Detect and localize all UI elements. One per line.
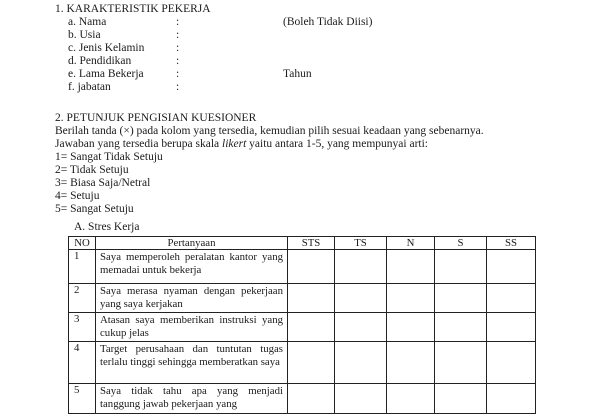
question-text: Saya merasa nyaman dengan pekerjaan yang saya kerjakan [96, 284, 288, 313]
answer-cell-ss[interactable] [487, 284, 536, 313]
row-number: 2 [69, 284, 96, 313]
field-colon: : [176, 68, 180, 80]
table-row [69, 342, 536, 384]
answer-cell-ts[interactable] [335, 284, 387, 313]
answer-cell-n[interactable] [387, 384, 435, 414]
answer-cell-s[interactable] [435, 313, 487, 342]
section-2-title: 2. PETUNJUK PENGISIAN KUESIONER [55, 112, 257, 124]
answer-cell-s[interactable] [435, 250, 487, 284]
col-header-sts: STS [288, 237, 335, 250]
row-number: 5 [69, 384, 96, 414]
answer-cell-sts[interactable] [288, 342, 335, 384]
section-1-title: 1. KARAKTERISTIK PEKERJA [55, 3, 211, 15]
answer-cell-s[interactable] [435, 342, 487, 384]
answer-cell-n[interactable] [387, 342, 435, 384]
answer-cell-sts[interactable] [288, 313, 335, 342]
answer-cell-ts[interactable] [335, 313, 387, 342]
field-note: (Boleh Tidak Diisi) [283, 16, 373, 28]
col-header-ts: TS [335, 237, 387, 250]
field-label: c. Jenis Kelamin [68, 42, 145, 54]
question-text: Saya tidak tahu apa yang menjadi tanggung jawab pekerjaan yang [96, 384, 288, 414]
answer-cell-sts[interactable] [288, 384, 335, 414]
table-header-row [69, 237, 536, 250]
scale-item: 4= Setuju [55, 190, 100, 202]
answer-cell-ss[interactable] [487, 313, 536, 342]
scale-item: 3= Biasa Saja/Netral [55, 177, 151, 189]
question-text: Saya memperoleh peralatan kantor yang memadai untuk bekerja [96, 250, 288, 284]
scale-item: 5= Sangat Setuju [55, 203, 134, 215]
field-colon: : [176, 42, 180, 54]
instruction-line-2 [55, 138, 428, 151]
field-label: e. Lama Bekerja [68, 68, 144, 80]
field-label: f. jabatan [68, 81, 111, 93]
field-colon: : [176, 55, 180, 67]
field-label: b. Usia [68, 29, 101, 41]
row-number: 1 [69, 250, 96, 284]
answer-cell-ts[interactable] [335, 250, 387, 284]
answer-cell-s[interactable] [435, 284, 487, 313]
table-row [69, 284, 536, 313]
col-header-ss: SS [487, 237, 536, 250]
question-text: Atasan saya memberikan instruksi yang cukup jelas [96, 313, 288, 342]
instruction-line-1: Berilah tanda (×) pada kolom yang tersedia, kemudian pilih sesuai keadaan yang sebenarnya. [55, 125, 484, 137]
table-row [69, 384, 536, 414]
answer-cell-ss[interactable] [487, 384, 536, 414]
answer-cell-sts[interactable] [288, 250, 335, 284]
col-header-s: S [435, 237, 487, 250]
answer-cell-ts[interactable] [335, 342, 387, 384]
col-header-n: N [387, 237, 435, 250]
answer-cell-n[interactable] [387, 284, 435, 313]
answer-cell-ss[interactable] [487, 250, 536, 284]
subsection-title: A. Stres Kerja [74, 221, 140, 233]
answer-cell-n[interactable] [387, 250, 435, 284]
field-label: a. Nama [68, 16, 107, 28]
answer-cell-s[interactable] [435, 384, 487, 414]
field-colon: : [176, 29, 180, 41]
answer-cell-ss[interactable] [487, 342, 536, 384]
field-colon: : [176, 81, 180, 93]
table-row [69, 313, 536, 342]
scale-item: 1= Sangat Tidak Setuju [55, 151, 163, 163]
question-text: Target perusahaan dan tuntutan tugas terlalu tinggi sehingga memberatkan saya [96, 342, 288, 384]
answer-cell-ts[interactable] [335, 384, 387, 414]
row-number: 3 [69, 313, 96, 342]
instruction-text-post: yaitu antara 1-5, yang mempunyai arti: [246, 138, 428, 150]
field-label: d. Pendidikan [68, 55, 132, 67]
answer-cell-n[interactable] [387, 313, 435, 342]
scale-item: 2= Tidak Setuju [55, 164, 129, 176]
table-row [69, 250, 536, 284]
col-header-no: NO [69, 237, 96, 250]
field-colon: : [176, 16, 180, 28]
row-number: 4 [69, 342, 96, 384]
instruction-text-likert: likert [222, 138, 247, 150]
col-header-question: Pertanyaan [96, 237, 288, 250]
field-note: Tahun [283, 68, 312, 80]
questionnaire-table [68, 236, 536, 414]
answer-cell-sts[interactable] [288, 284, 335, 313]
instruction-text-pre: Jawaban yang tersedia berupa skala [55, 138, 222, 150]
